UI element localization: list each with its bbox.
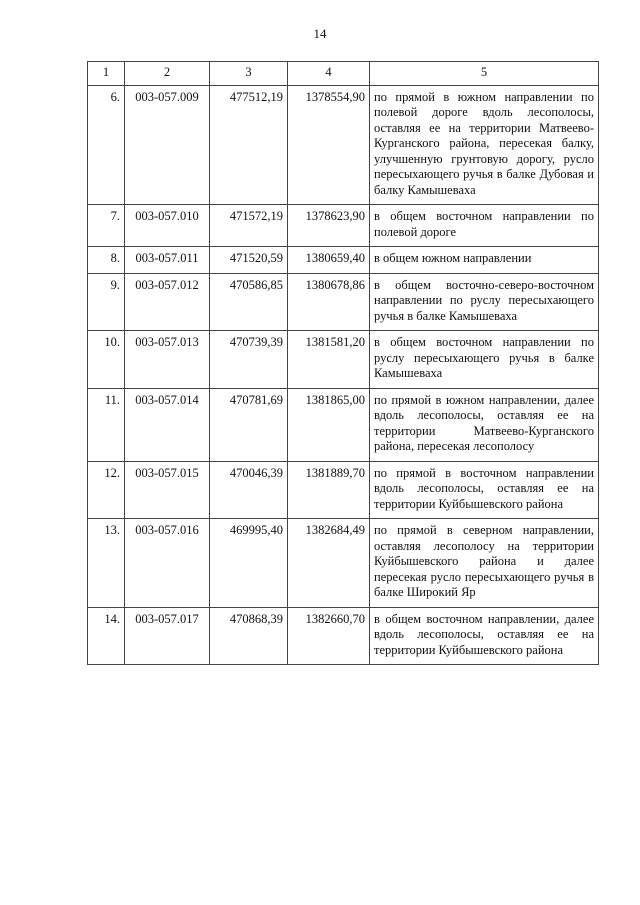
point-code: 003-057.015 <box>125 461 210 519</box>
coordinate-y: 1378554,90 <box>288 85 370 205</box>
coordinate-y: 1382684,49 <box>288 519 370 608</box>
coordinate-x: 470868,39 <box>210 607 288 665</box>
boundary-table <box>87 61 599 665</box>
row-number: 11. <box>88 388 125 461</box>
coordinate-y: 1382660,70 <box>288 607 370 665</box>
row-number: 9. <box>88 273 125 331</box>
point-code: 003-057.016 <box>125 519 210 608</box>
table-row <box>88 85 599 205</box>
boundary-description: в общем восточном направлении по руслу пересыхающего ручья в балке Камышеваха <box>370 331 599 389</box>
boundary-description: в общем восточном направлении, далее вдоль лесополосы, оставляя ее на территории Куйбышевского района <box>370 607 599 665</box>
header-cell-4: 4 <box>288 62 370 86</box>
coordinate-y: 1378623,90 <box>288 205 370 247</box>
boundary-description: в общем восточно-северо-восточном направлении по руслу пересыхающего ручья в балке Камышеваха <box>370 273 599 331</box>
coordinate-y: 1380659,40 <box>288 247 370 274</box>
header-cell-2: 2 <box>125 62 210 86</box>
row-number: 14. <box>88 607 125 665</box>
table-row <box>88 388 599 461</box>
table-row <box>88 331 599 389</box>
header-cell-1: 1 <box>88 62 125 86</box>
table-row <box>88 607 599 665</box>
table-row <box>88 519 599 608</box>
coordinate-x: 477512,19 <box>210 85 288 205</box>
point-code: 003-057.012 <box>125 273 210 331</box>
row-number: 7. <box>88 205 125 247</box>
point-code: 003-057.014 <box>125 388 210 461</box>
coordinate-y: 1381889,70 <box>288 461 370 519</box>
point-code: 003-057.017 <box>125 607 210 665</box>
coordinate-x: 470586,85 <box>210 273 288 331</box>
coordinate-y: 1380678,86 <box>288 273 370 331</box>
point-code: 003-057.013 <box>125 331 210 389</box>
header-cell-3: 3 <box>210 62 288 86</box>
page-number: 14 <box>313 26 327 41</box>
coordinate-x: 469995,40 <box>210 519 288 608</box>
table-row <box>88 205 599 247</box>
table-row <box>88 273 599 331</box>
point-code: 003-057.009 <box>125 85 210 205</box>
coordinate-y: 1381581,20 <box>288 331 370 389</box>
boundary-description: по прямой в южном направлении по полевой дороге вдоль лесополосы, оставляя ее на территории Матвеево-Курганского района, пересекая балку, улучшенную грунтовую дорогу, русло пересыхающего ручья в балке Дубовая и балку Камышеваха <box>370 85 599 205</box>
coordinate-x: 470046,39 <box>210 461 288 519</box>
coordinate-x: 470781,69 <box>210 388 288 461</box>
coordinate-x: 471520,59 <box>210 247 288 274</box>
point-code: 003-057.010 <box>125 205 210 247</box>
header-cell-5: 5 <box>370 62 599 86</box>
boundary-description: в общем восточном направлении по полевой дороге <box>370 205 599 247</box>
row-number: 6. <box>88 85 125 205</box>
point-code: 003-057.011 <box>125 247 210 274</box>
coordinate-x: 470739,39 <box>210 331 288 389</box>
boundary-description: по прямой в восточном направлении вдоль лесополосы, оставляя ее на территории Куйбышевского района <box>370 461 599 519</box>
header-row <box>88 62 599 86</box>
row-number: 12. <box>88 461 125 519</box>
table-row <box>88 461 599 519</box>
boundary-description: по прямой в северном направлении, оставляя лесополосу на территории Куйбышевского района и далее пересекая русло пересыхающего ручья в балке Широкий Яр <box>370 519 599 608</box>
boundary-description: по прямой в южном направлении, далее вдоль лесополосы, оставляя ее на территории Матвеево-Курганского района, пересекая лесополосу <box>370 388 599 461</box>
coordinate-y: 1381865,00 <box>288 388 370 461</box>
row-number: 8. <box>88 247 125 274</box>
coordinate-x: 471572,19 <box>210 205 288 247</box>
boundary-description: в общем южном направлении <box>370 247 599 274</box>
table-header <box>88 62 599 86</box>
table-row <box>88 247 599 274</box>
row-number: 10. <box>88 331 125 389</box>
row-number: 13. <box>88 519 125 608</box>
table-body <box>88 85 599 665</box>
